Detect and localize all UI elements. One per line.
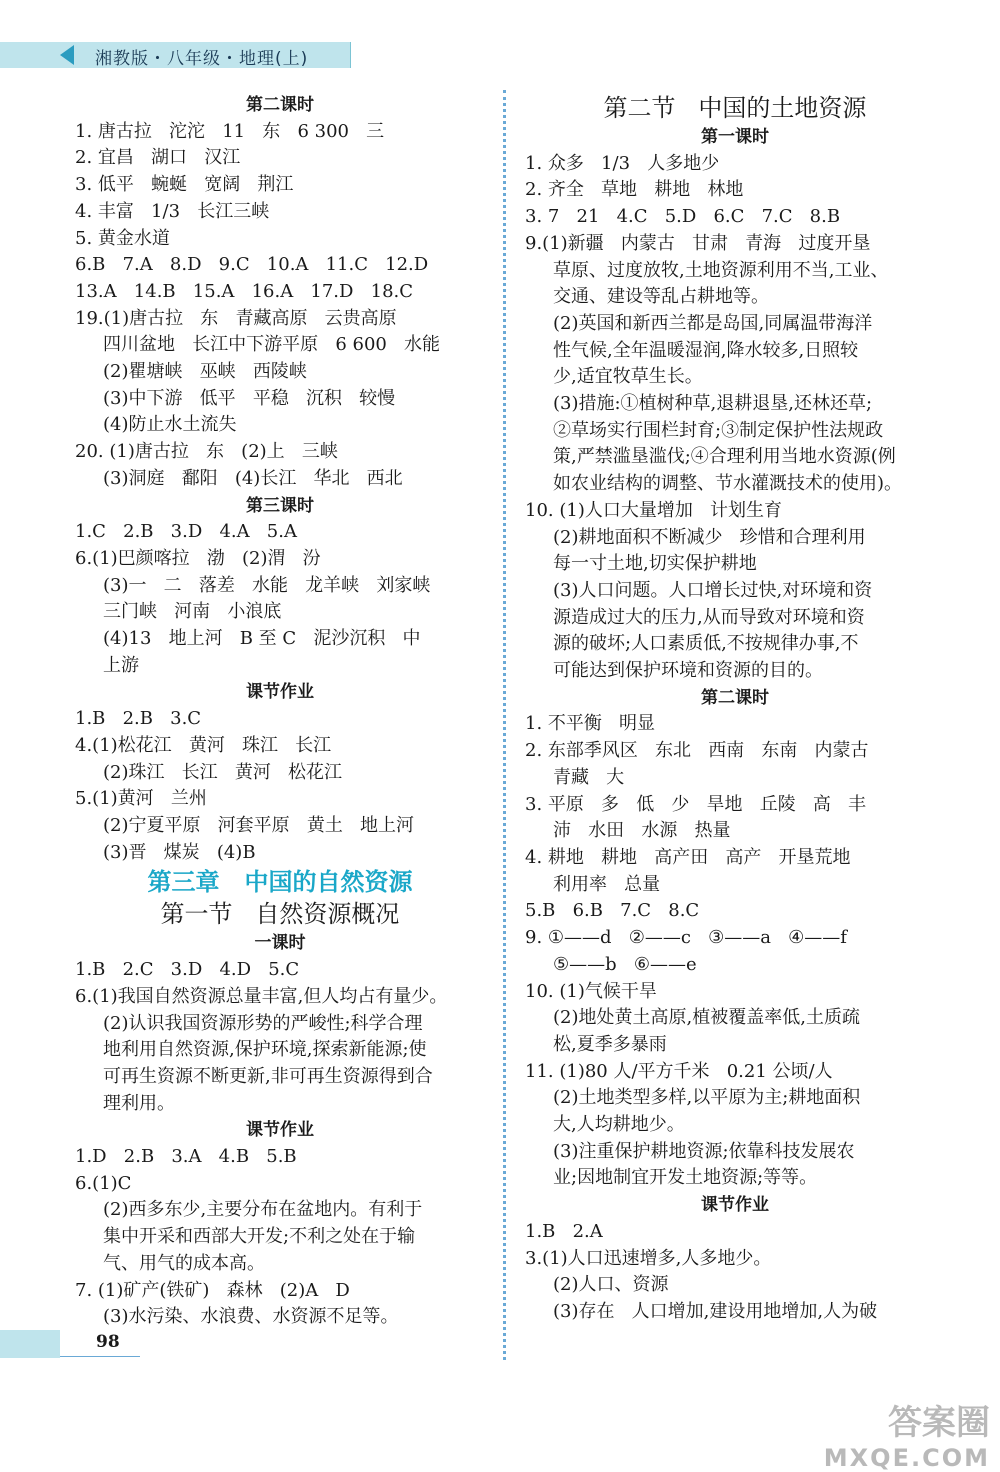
answer-line: 利用率 总量	[553, 873, 661, 895]
answer-line: (2)西多东少,主要分布在盆地内。有利于	[103, 1199, 423, 1221]
footer-band	[0, 1330, 60, 1358]
answer-line: 3.(1)人口迅速增多,人多地少。	[525, 1247, 772, 1269]
answer-line: 9. ①——d ②——c ③——a ④——f	[525, 927, 847, 949]
answer-line: 1. 唐古拉 沱沱 11 东 6 300 三	[75, 120, 385, 142]
answer-line: 地利用自然资源,保护环境,探索新能源;使	[103, 1039, 427, 1061]
answer-line: 5. 黄金水道	[75, 227, 170, 249]
answer-line: 6.(1)我国自然资源总量丰富,但人均占有量少。	[75, 985, 448, 1007]
watermark-url: MXQE.COM	[823, 1444, 990, 1472]
left-column	[75, 92, 485, 1331]
answer-line: 5.B 6.B 7.C 8.C	[525, 900, 700, 922]
answer-line: 理利用。	[103, 1092, 175, 1114]
answer-line: 业;因地制宜开发土地资源;等等。	[553, 1167, 818, 1189]
answer-line: 9.(1)新疆 内蒙古 甘肃 青海 过度开垦	[525, 232, 871, 254]
answer-line: 4.(1)松花江 黄河 珠江 长江	[75, 734, 332, 756]
section-title: 第一节 自然资源概况	[160, 900, 400, 929]
answer-line: (2)英国和新西兰都是岛国,同属温带海洋	[553, 312, 873, 334]
subsection-heading: 第二课时	[246, 95, 314, 115]
subsection-heading: 第二课时	[701, 687, 769, 708]
answer-line: 3. 7 21 4.C 5.D 6.C 7.C 8.B	[525, 206, 841, 228]
subsection-heading: 第一课时	[701, 127, 769, 147]
answer-line: 可能达到保护环境和资源的目的。	[553, 660, 823, 682]
answer-line: 6.(1)C	[75, 1172, 132, 1194]
answer-line: (3)中下游 低平 平稳 沉积 较慢	[103, 387, 396, 409]
answer-line: 1.D 2.B 3.A 4.B 5.B	[75, 1146, 297, 1168]
answer-line: 大,人均耕地少。	[553, 1114, 685, 1136]
answer-line: 1.B 2.B 3.C	[75, 708, 202, 730]
answer-line: 6.(1)巴颜喀拉 渤 (2)渭 汾	[75, 547, 321, 569]
answer-line: 10. (1)气候干旱	[525, 980, 657, 1002]
answer-line: 四川盆地 长江中下游平原 6 600 水能	[103, 334, 441, 356]
answer-line: 可再生资源不断更新,非可再生资源得到合	[103, 1065, 433, 1087]
answer-line: 2. 东部季风区 东北 西南 东南 内蒙古	[525, 740, 869, 762]
answer-line: 如农业结构的调整、节水灌溉技术的使用)。	[553, 473, 903, 495]
answer-line: ②草场实行围栏封育;③制定保护性法规政	[553, 419, 884, 441]
answer-line: (3)一 二 落差 水能 龙羊峡 刘家峡	[103, 574, 431, 596]
answer-line: 策,严禁滥垦滥伐;④合理利用当地水资源(例	[553, 446, 896, 468]
answer-line: 上游	[103, 654, 139, 676]
answer-line: 2. 齐全 草地 耕地 林地	[525, 179, 744, 201]
answer-line: (2)人口、资源	[553, 1274, 669, 1296]
answer-line: (2)地处黄土高原,植被覆盖率低,土质疏	[553, 1007, 860, 1029]
subsection-heading: 课节作业	[701, 1195, 769, 1216]
answer-line: (2)珠江 长江 黄河 松花江	[103, 761, 342, 783]
answer-line: 10. (1)人口大量增加 计划生育	[525, 499, 783, 521]
answer-line: 13.A 14.B 15.A 16.A 17.D 18.C	[75, 280, 414, 302]
answer-line: (3)人口问题。人口增长过快,对环境和资	[553, 579, 873, 601]
answer-line: 7. (1)矿产(铁矿) 森林 (2)A D	[75, 1279, 350, 1301]
answer-line: 草原、过度放牧,土地资源利用不当,工业、	[553, 259, 889, 281]
right-column	[525, 92, 945, 1326]
page-number: 98	[96, 1332, 120, 1352]
column-divider	[503, 90, 506, 1360]
answer-line: 1. 众多 1/3 人多地少	[525, 152, 720, 174]
answer-line: 11. (1)80 人/平方千米 0.21 公顷/人	[525, 1060, 833, 1082]
watermark-logo	[824, 1395, 990, 1472]
back-arrow-icon	[60, 45, 74, 65]
answer-line: 源造成过大的压力,从而导致对环境和资	[553, 606, 865, 628]
footer-rule	[60, 1356, 140, 1357]
answer-line: ⑤——b ⑥——e	[553, 953, 697, 975]
answer-line: 集中开采和西部大开发;不利之处在于输	[103, 1226, 416, 1248]
answer-line: 1.C 2.B 3.D 4.A 5.A	[75, 521, 297, 543]
answer-line: (3)洞庭 鄱阳 (4)长江 华北 西北	[103, 467, 403, 489]
answer-line: 5.(1)黄河 兰州	[75, 788, 207, 810]
answer-line: 沛 水田 水源 热量	[553, 820, 731, 842]
subsection-heading: 课节作业	[246, 682, 314, 703]
answer-line: 3. 平原 多 低 少 旱地 丘陵 高 丰	[525, 793, 867, 815]
book-title: 湘教版・八年级・地理(上)	[95, 49, 309, 69]
answer-line: (4)13 地上河 B 至 C 泥沙沉积 中	[103, 628, 421, 650]
answer-line: 少,适宜牧草生长。	[553, 366, 703, 388]
answer-line: 交通、建设等乱占耕地等。	[553, 286, 769, 308]
answer-line: (3)存在 人口增加,建设用地增加,人为破	[553, 1300, 878, 1322]
answer-line: (2)耕地面积不断减少 珍惜和合理利用	[553, 526, 866, 548]
answer-line: 3. 低平 蜿蜒 宽阔 荆江	[75, 174, 294, 196]
answer-line: (4)防止水土流失	[103, 414, 237, 436]
answer-line: 19.(1)唐古拉 东 青藏高原 云贵高原	[75, 307, 397, 329]
answer-line: 1.B 2.C 3.D 4.D 5.C	[75, 959, 300, 981]
answer-line: 松,夏季多暴雨	[553, 1033, 667, 1055]
subsection-heading: 课节作业	[246, 1120, 314, 1141]
answer-line: 1.B 2.A	[525, 1220, 603, 1242]
watermark-text: 答案圈	[888, 1403, 990, 1443]
answer-line: 20. (1)唐古拉 东 (2)上 三峡	[75, 441, 338, 463]
answer-line: (3)注重保护耕地资源;依靠科技发展农	[553, 1140, 855, 1162]
answer-line: (3)水污染、水浪费、水资源不足等。	[103, 1306, 399, 1328]
answer-line: 性气候,全年温暖湿润,降水较多,日照较	[553, 339, 859, 361]
answer-line: (2)瞿塘峡 巫峡 西陵峡	[103, 361, 307, 383]
answer-line: (3)措施:①植树种草,退耕退垦,还林还草;	[553, 393, 873, 415]
subsection-heading: 一课时	[254, 933, 306, 954]
answer-line: 4. 耕地 耕地 高产田 高产 开垦荒地	[525, 846, 851, 868]
answer-line: (2)认识我国资源形势的严峻性;科学合理	[103, 1012, 423, 1034]
answer-line: 三门峡 河南 小浪底	[103, 601, 282, 623]
answer-line: 每一寸土地,切实保护耕地	[553, 553, 757, 575]
answer-line: (2)宁夏平原 河套平原 黄土 地上河	[103, 814, 414, 836]
answer-line: 2. 宜昌 湖口 汉江	[75, 147, 241, 169]
answer-line: 青藏 大	[553, 766, 625, 788]
answer-line: 6.B 7.A 8.D 9.C 10.A 11.C 12.D	[75, 254, 429, 276]
chapter-title: 第三章 中国的自然资源	[147, 868, 413, 897]
answer-line: 源的破坏;人口素质低,不按规律办事,不	[553, 633, 859, 655]
answer-line: 1. 不平衡 明显	[525, 713, 656, 735]
answer-line: 气、用气的成本高。	[103, 1252, 265, 1274]
section-title: 第二节 中国的土地资源	[603, 94, 867, 122]
answer-line: 4. 丰富 1/3 长江三峡	[75, 200, 270, 222]
answer-line: (3)晋 煤炭 (4)B	[103, 841, 256, 863]
answer-line: (2)土地类型多样,以平原为主;耕地面积	[553, 1087, 861, 1109]
subsection-heading: 第三课时	[246, 495, 314, 516]
